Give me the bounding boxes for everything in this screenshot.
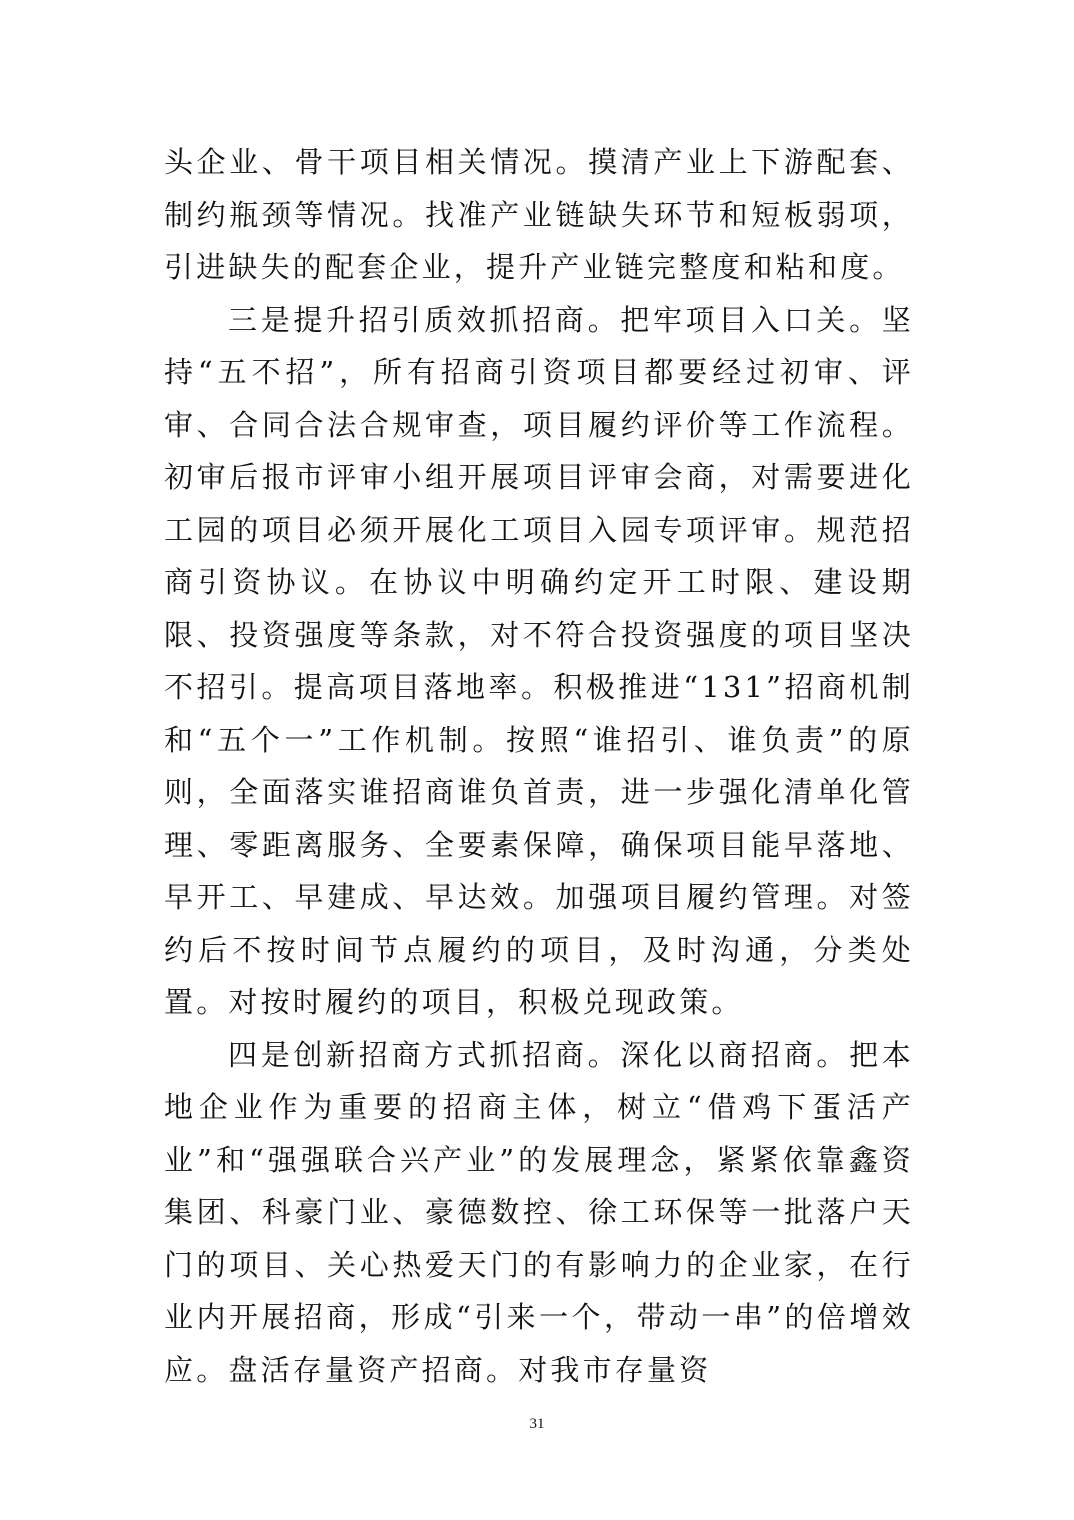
page-number: 31 [529,1416,545,1432]
paragraph-item-three: 三是提升招引质效抓招商。把牢项目入口关。坚持“五不招”，所有招商引资项目都要经过初审、评审、合同合法合规审查，项目履约评价等工作流程。初审后报市评审小组开展项目评审会商，对需要进化工园的项目必须开展化工项目入园专项评审。规范招商引资协议。在协议中明确约定开工时限、建设期限、投资强度等条款，对不符合投资强度的项目坚决不招引。提高项目落地率。积极推进“131”招商机制和“五个一”工作机制。按照“谁招引、谁负责”的原则，全面落实谁招商谁负首责，进一步强化清单化管理、零距离服务、全要素保障，确保项目能早落地、早开工、早建成、早达效。加强项目履约管理。对签约后不按时间节点履约的项目，及时沟通，分类处置。对按时履约的项目，积极兑现政策。 [164,302,914,1019]
paragraph-continuation: 头企业、骨干项目相关情况。摸清产业上下游配套、制约瓶颈等情况。找准产业链缺失环节和短板弱项，引进缺失的配套企业，提升产业链完整度和粘和度。 [164,145,914,284]
paragraph-item-four: 四是创新招商方式抓招商。深化以商招商。把本地企业作为重要的招商主体，树立“借鸡下蛋活产业”和“强强联合兴产业”的发展理念，紧紧依靠鑫资集团、科豪门业、豪德数控、徐工环保等一批落户天门的项目、关心热爱天门的有影响力的企业家，在行业内开展招商，形成“引来一个，带动一串”的倍增效应。盘活存量资产招商。对我市存量资 [164,1037,914,1387]
body-text [164,136,914,1396]
